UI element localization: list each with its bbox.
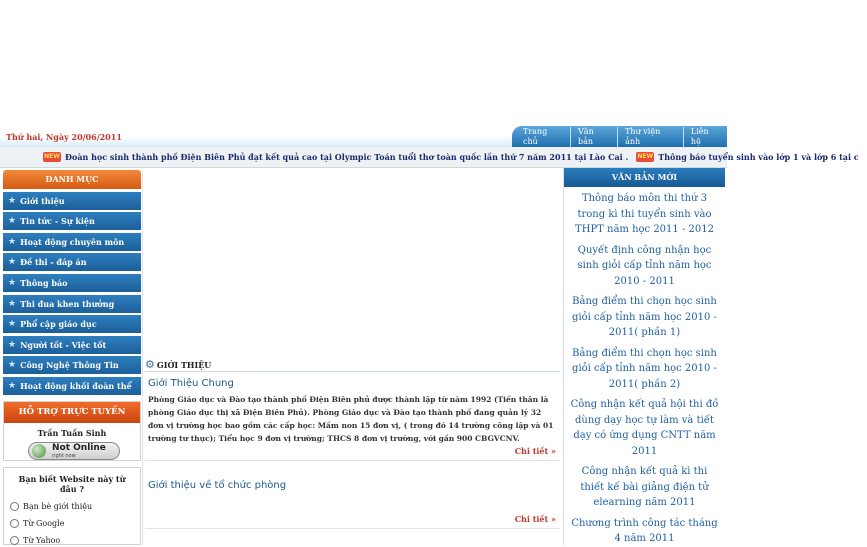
category-item-unions[interactable]: [3, 377, 141, 395]
gear-icon: ⚙: [145, 358, 155, 371]
radio-button[interactable]: [10, 536, 19, 545]
online-support-box: [3, 401, 141, 461]
status-icon: [32, 444, 46, 458]
category-item-it[interactable]: [3, 356, 141, 374]
new-documents-panel: [563, 168, 725, 545]
category-header: DANH MỤC: [3, 170, 141, 189]
document-link[interactable]: Quyết định công nhận học sinh giỏi cấp tỉnh năm học 2010 - 2011: [577, 244, 712, 287]
category-item-news[interactable]: [3, 212, 141, 230]
star-icon: ★: [8, 216, 17, 227]
category-item-label: Hoạt động chuyên môn: [20, 236, 125, 247]
star-icon: ★: [8, 277, 17, 288]
section-title: [145, 358, 560, 372]
category-item-exams[interactable]: [3, 253, 141, 271]
top-navbar: [0, 126, 727, 147]
category-item-awards[interactable]: [3, 295, 141, 313]
category-item-activities[interactable]: [3, 233, 141, 251]
poll-option[interactable]: [10, 536, 134, 545]
read-more-link[interactable]: Chi tiết »: [514, 446, 556, 456]
category-item-good-deeds[interactable]: [3, 336, 141, 354]
category-item-label: Thông báo: [20, 277, 68, 288]
poll-option-label: Từ Yahoo: [23, 536, 61, 545]
poll-option[interactable]: [10, 519, 134, 528]
category-sidebar: [3, 170, 141, 395]
category-item-label: Công Nghệ Thông Tin: [20, 360, 119, 371]
category-item-universal-education[interactable]: [3, 315, 141, 333]
online-status-button[interactable]: [28, 442, 120, 460]
category-item-label: Phổ cập giáo dục: [20, 319, 97, 330]
document-link[interactable]: Công nhận kết quả kì thi thiết kế bài giảng điện tử elearning năm 2011: [580, 466, 709, 508]
radio-button[interactable]: [10, 502, 19, 511]
category-item-label: Giới thiệu: [20, 195, 65, 206]
new-badge-icon: NEW: [44, 153, 60, 160]
news-ticker: [0, 147, 859, 168]
document-link[interactable]: Công nhận kết quả hội thi đồ dùng dạy học tự làm và tiết dạy có ứng dụng CNTT năm 2011: [570, 399, 719, 457]
category-item-label: Tin tức - Sự kiện: [20, 216, 95, 227]
news-ticker-track: [43, 152, 867, 162]
document-link[interactable]: Bảng điểm thi chọn học sinh giỏi cấp tỉnh năm học 2010 - 2011( phần 1): [572, 296, 717, 338]
star-icon: ★: [8, 360, 17, 371]
poll-option[interactable]: [10, 502, 134, 511]
star-icon: ★: [8, 298, 17, 309]
star-icon: ★: [8, 236, 17, 247]
online-support-header: HỖ TRỢ TRỰC TUYẾN: [4, 402, 140, 423]
document-link[interactable]: Chương trình công tác tháng 4 năm 2011: [571, 517, 718, 544]
category-item-label: Đề thi - đáp án: [20, 257, 87, 268]
banner-area: [0, 0, 727, 126]
read-more-link[interactable]: Chi tiết »: [514, 514, 556, 524]
category-list: [3, 192, 141, 395]
news-ticker-item[interactable]: Đoàn học sinh thành phố Điện Biên Phủ đạt kết quả cao tại Olympic Toán tuổi thơ toàn quốc lần thứ 7 năm 2011 tại Lào Cai .: [65, 152, 629, 162]
poll-box: [3, 467, 141, 545]
article-title[interactable]: Giới Thiệu Chung: [148, 378, 234, 389]
status-main-text: Not Online: [52, 442, 106, 453]
status-sub-text: right now: [52, 452, 76, 459]
article-title[interactable]: Giới thiệu về tổ chức phòng: [148, 480, 287, 491]
star-icon: ★: [8, 195, 17, 206]
category-item-label: Người tốt - Việc tốt: [20, 339, 107, 350]
main-menu: [512, 126, 727, 147]
document-link[interactable]: Bảng điểm thi chọn học sinh giỏi cấp tỉnh năm học 2010 - 2011( phần 2): [572, 347, 717, 390]
star-icon: ★: [8, 319, 17, 330]
new-documents-header: VĂN BẢN MỚI: [564, 168, 725, 187]
menu-contact[interactable]: Liên hệ: [683, 127, 727, 147]
support-contact-name: Trần Tuấn Sinh: [37, 428, 107, 438]
radio-button[interactable]: [10, 519, 19, 528]
star-icon: ★: [8, 339, 17, 350]
document-list: [564, 187, 725, 547]
menu-gallery[interactable]: Thư viện ảnh: [617, 127, 683, 147]
star-icon: ★: [8, 380, 17, 391]
document-link[interactable]: Thông báo môn thi thứ 3 trong kì thi tuyển sinh vào THPT năm học 2011 - 2012: [575, 193, 714, 235]
article-divider: [145, 460, 560, 461]
poll-option-label: Bạn bè giới thiệu: [23, 502, 93, 511]
menu-home[interactable]: Trang chủ: [523, 126, 548, 146]
poll-question: Bạn biết Website này từ đâu ?: [18, 474, 126, 494]
article-summary: Phòng Giáo dục và Đào tạo thành phố Điện Biên phủ được thành lập từ năm 1992 (Tiền thân là phòng Giáo dục thị xã Điện Biên Phủ). Phòng Giáo dục và Đào tạo thành phố đang quản lý 32 đơn vị trường học bao gồm các cấp học: Mầm non 15 đơn vị, ( trong đó 14 trường công lập và 01 trường tư thục); Tiểu học 9 đơn vị trường; THCS 8 đơn vị trường, với gần 900 CBGVCNV.: [148, 395, 554, 443]
section-title-label: GIỚI THIỆU: [156, 359, 212, 370]
status-text: [52, 444, 106, 459]
news-ticker-item[interactable]: Thông báo tuyển sinh vào lớp 1 và lớp 6 tại c: [658, 152, 859, 162]
poll-option-label: Từ Google: [23, 519, 65, 528]
column-divider: [142, 170, 143, 545]
star-icon: ★: [8, 257, 17, 268]
menu-documents[interactable]: Văn bản: [570, 127, 617, 147]
article-divider: [145, 528, 560, 529]
current-date: Thứ hai, Ngày 20/06/2011: [6, 132, 122, 142]
category-item-notices[interactable]: [3, 274, 141, 292]
category-item-label: Hoạt động khối đoàn thể: [20, 380, 132, 391]
category-item-intro[interactable]: [3, 192, 141, 210]
category-item-label: Thi đua khen thưởng: [20, 298, 115, 309]
new-badge-icon: NEW: [637, 153, 654, 160]
